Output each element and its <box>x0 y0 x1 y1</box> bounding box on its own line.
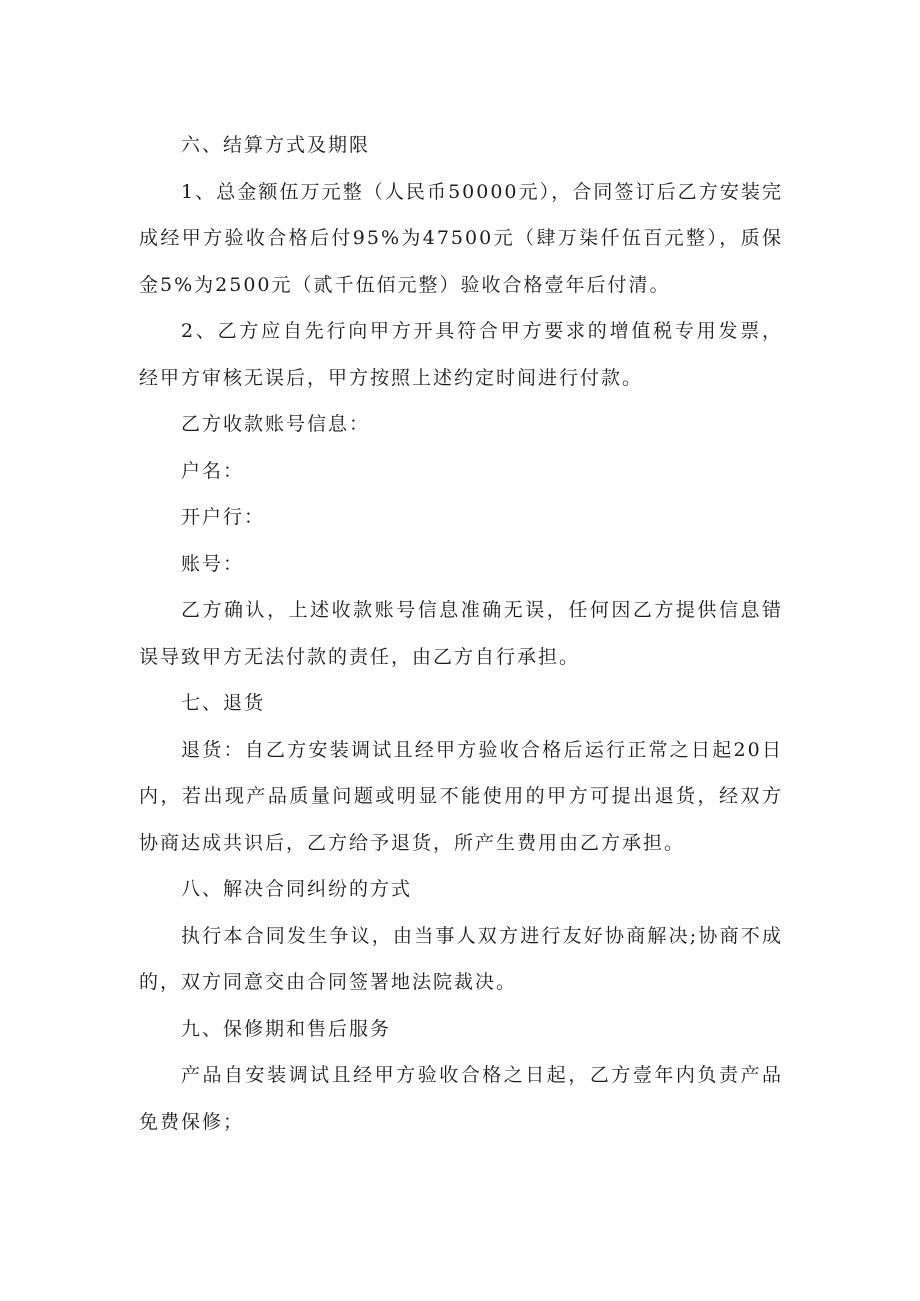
paragraph-account-confirmation: 乙方确认，上述收款账号信息准确无误，任何因乙方提供信息错误导致甲方无法付款的责任，由乙方自行承担。 <box>139 599 783 668</box>
section-heading-settlement: 六、结算方式及期限 <box>181 134 371 156</box>
paragraph-warranty: 产品自安装调试且经甲方验收合格之日起，乙方壹年内负责产品免费保修； <box>139 1064 783 1133</box>
section-heading-disputes: 八、解决合同纠纷的方式 <box>181 878 413 900</box>
paragraph-disputes: 执行本合同发生争议，由当事人双方进行友好协商解决;协商不成的，双方同意交由合同签署地法院裁决。 <box>139 924 783 993</box>
paragraph-invoice: 2、乙方应自先行向甲方开具符合甲方要求的增值税专用发票，经甲方审核无误后，甲方按照上述约定时间进行付款。 <box>139 320 783 389</box>
section-heading-warranty: 九、保修期和售后服务 <box>181 1017 392 1040</box>
paragraph-returns: 退货：自乙方安装调试且经甲方验收合格后运行正常之日起20日内，若出现产品质量问题或明显不能使用的甲方可提出退货，经双方协商达成共识后，乙方给予退货，所产生费用由乙方承担。 <box>139 738 783 854</box>
label-account-name: 户名： <box>181 459 245 482</box>
document-body <box>139 122 783 1145</box>
label-account-info: 乙方收款账号信息： <box>181 413 371 435</box>
label-bank: 开户行： <box>181 506 266 528</box>
paragraph-total-amount: 1、总金额伍万元整（人民币50000元），合同签订后乙方安装完成经甲方验收合格后付95%为47500元（肆万柒仟伍百元整），质保金5%为2500元（贰千伍佰元整）验收合格壹年后付清。 <box>139 180 783 296</box>
section-heading-returns: 七、退货 <box>181 692 266 714</box>
label-account-number: 账号： <box>181 552 245 575</box>
